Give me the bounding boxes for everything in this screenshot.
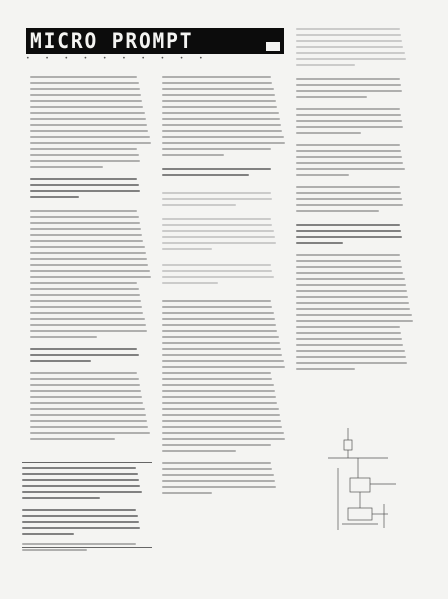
text-line (22, 549, 87, 551)
text-line (162, 366, 285, 368)
text-line (296, 308, 410, 310)
text-line (30, 420, 147, 422)
text-line (30, 390, 141, 392)
text-line (296, 320, 413, 322)
text-line (296, 58, 406, 60)
text-line (296, 224, 400, 226)
text-line (162, 198, 272, 200)
text-line (162, 300, 271, 302)
text-line (30, 264, 148, 266)
text-line (30, 222, 140, 224)
text-line (296, 150, 401, 152)
text-line (162, 204, 236, 206)
text-line (296, 350, 405, 352)
text-line (30, 106, 143, 108)
text-line (162, 432, 284, 434)
text-line (296, 108, 400, 110)
text-line (162, 224, 272, 226)
text-line (162, 426, 282, 428)
text-line (162, 236, 275, 238)
text-line (162, 270, 272, 272)
text-line (22, 515, 138, 517)
text-line (22, 509, 136, 511)
text-line (30, 348, 137, 350)
text-line (30, 184, 139, 186)
text-line (296, 338, 402, 340)
text-line (30, 112, 145, 114)
text-line (296, 126, 403, 128)
text-line (30, 384, 140, 386)
text-line (30, 300, 141, 302)
text-line (296, 266, 402, 268)
text-line (162, 342, 280, 344)
text-line (296, 46, 403, 48)
text-line (296, 272, 403, 274)
text-line (30, 372, 137, 374)
text-line (30, 88, 140, 90)
column-right (296, 28, 414, 418)
text-line (30, 330, 147, 332)
text-line (162, 192, 271, 194)
text-line (162, 106, 277, 108)
text-line (162, 218, 271, 220)
masthead-banner (26, 28, 284, 54)
column-middle (162, 76, 286, 546)
text-line (162, 136, 284, 138)
text-line (30, 142, 151, 144)
text-line (30, 318, 145, 320)
text-line (162, 444, 271, 446)
text-line (30, 288, 139, 290)
text-line (30, 276, 151, 278)
text-line (296, 78, 400, 80)
text-line (30, 124, 147, 126)
text-line (162, 468, 272, 470)
text-line (30, 246, 145, 248)
text-line (30, 76, 137, 78)
text-line (30, 210, 137, 212)
text-line (30, 408, 145, 410)
text-line (22, 479, 139, 481)
text-line (296, 40, 402, 42)
text-line (30, 402, 143, 404)
text-line (162, 372, 271, 374)
masthead-dot-rule: • • • • • • • • • • (26, 55, 209, 62)
text-line (296, 174, 349, 176)
text-line (162, 360, 284, 362)
text-line (30, 378, 139, 380)
text-line (162, 76, 271, 78)
text-line (296, 64, 355, 66)
text-line (162, 264, 271, 266)
text-line (162, 480, 275, 482)
text-line (162, 450, 236, 452)
text-line (296, 186, 400, 188)
text-line (296, 114, 401, 116)
text-line (296, 90, 402, 92)
text-line (162, 492, 212, 494)
text-line (30, 190, 140, 192)
text-line (296, 168, 405, 170)
text-line (30, 432, 150, 434)
text-line (296, 34, 401, 36)
text-line (30, 154, 139, 156)
text-line (162, 168, 271, 170)
text-line (296, 290, 407, 292)
text-line (296, 132, 361, 134)
text-line (162, 474, 274, 476)
text-line (30, 100, 142, 102)
text-line (30, 270, 150, 272)
text-line (30, 252, 146, 254)
text-line (296, 362, 407, 364)
text-line (22, 527, 140, 529)
text-line (296, 296, 408, 298)
text-line (162, 384, 274, 386)
text-line (30, 228, 141, 230)
text-line (162, 336, 279, 338)
text-line (30, 82, 139, 84)
text-line (296, 192, 401, 194)
text-line (162, 324, 276, 326)
text-line (296, 332, 401, 334)
text-line (30, 178, 137, 180)
text-line (30, 438, 115, 440)
text-line (30, 306, 142, 308)
text-line (296, 84, 401, 86)
text-line (30, 312, 143, 314)
text-line (296, 356, 406, 358)
text-line (30, 148, 137, 150)
text-line (162, 174, 249, 176)
text-line (30, 396, 142, 398)
text-line (296, 52, 405, 54)
sidebar-box (22, 462, 152, 548)
text-line (30, 234, 142, 236)
text-line (30, 414, 146, 416)
text-line (296, 302, 409, 304)
text-line (296, 254, 400, 256)
text-line (30, 324, 146, 326)
text-line (30, 258, 147, 260)
text-line (296, 242, 343, 244)
text-line (162, 402, 277, 404)
text-line (162, 148, 271, 150)
text-line (296, 278, 405, 280)
text-line (30, 294, 140, 296)
text-line (162, 242, 276, 244)
text-line (162, 154, 224, 156)
text-line (162, 306, 272, 308)
text-line (296, 28, 400, 30)
cursor-block-icon (266, 42, 280, 51)
text-line (296, 156, 402, 158)
text-line (162, 82, 272, 84)
text-line (296, 230, 401, 232)
text-line (162, 282, 218, 284)
text-line (162, 420, 281, 422)
text-line (296, 284, 406, 286)
text-line (162, 130, 282, 132)
text-line (162, 396, 276, 398)
text-line (162, 486, 276, 488)
text-line (162, 100, 276, 102)
text-line (296, 162, 403, 164)
text-line (162, 230, 274, 232)
text-line (22, 543, 136, 545)
text-line (296, 204, 403, 206)
text-line (162, 248, 212, 250)
text-line (296, 368, 355, 370)
text-line (22, 467, 136, 469)
text-line (162, 118, 280, 120)
text-line (296, 344, 403, 346)
text-line (296, 314, 412, 316)
text-line (162, 354, 282, 356)
text-line (22, 485, 140, 487)
text-line (30, 240, 143, 242)
text-line (162, 408, 279, 410)
text-line (296, 326, 400, 328)
text-line (30, 282, 137, 284)
text-line (22, 533, 74, 535)
text-line (30, 196, 79, 198)
text-line (162, 88, 274, 90)
text-line (296, 96, 367, 98)
text-line (162, 462, 271, 464)
text-line (162, 390, 275, 392)
text-line (162, 378, 272, 380)
text-line (30, 426, 148, 428)
text-line (22, 497, 100, 499)
text-line (30, 166, 103, 168)
column-left (30, 76, 152, 456)
text-line (162, 312, 274, 314)
text-line (30, 354, 139, 356)
text-line (162, 276, 274, 278)
text-line (162, 94, 275, 96)
text-line (162, 124, 281, 126)
text-line (22, 473, 138, 475)
text-line (22, 521, 139, 523)
text-line (296, 144, 400, 146)
text-line (30, 216, 139, 218)
text-line (162, 318, 275, 320)
text-line (162, 414, 280, 416)
text-line (296, 260, 401, 262)
text-line (296, 120, 402, 122)
text-line (30, 118, 146, 120)
text-line (30, 160, 140, 162)
text-line (296, 198, 402, 200)
text-line (162, 112, 279, 114)
text-line (22, 491, 142, 493)
text-line (30, 136, 150, 138)
text-line (30, 336, 97, 338)
text-line (162, 142, 285, 144)
text-line (296, 210, 379, 212)
text-line (30, 360, 91, 362)
masthead-title: MICRO PROMPT (30, 29, 194, 53)
text-line (296, 236, 402, 238)
text-line (30, 94, 141, 96)
text-line (162, 438, 285, 440)
text-line (162, 348, 281, 350)
circuit-diagram (318, 418, 408, 536)
text-line (162, 330, 277, 332)
text-line (30, 130, 148, 132)
